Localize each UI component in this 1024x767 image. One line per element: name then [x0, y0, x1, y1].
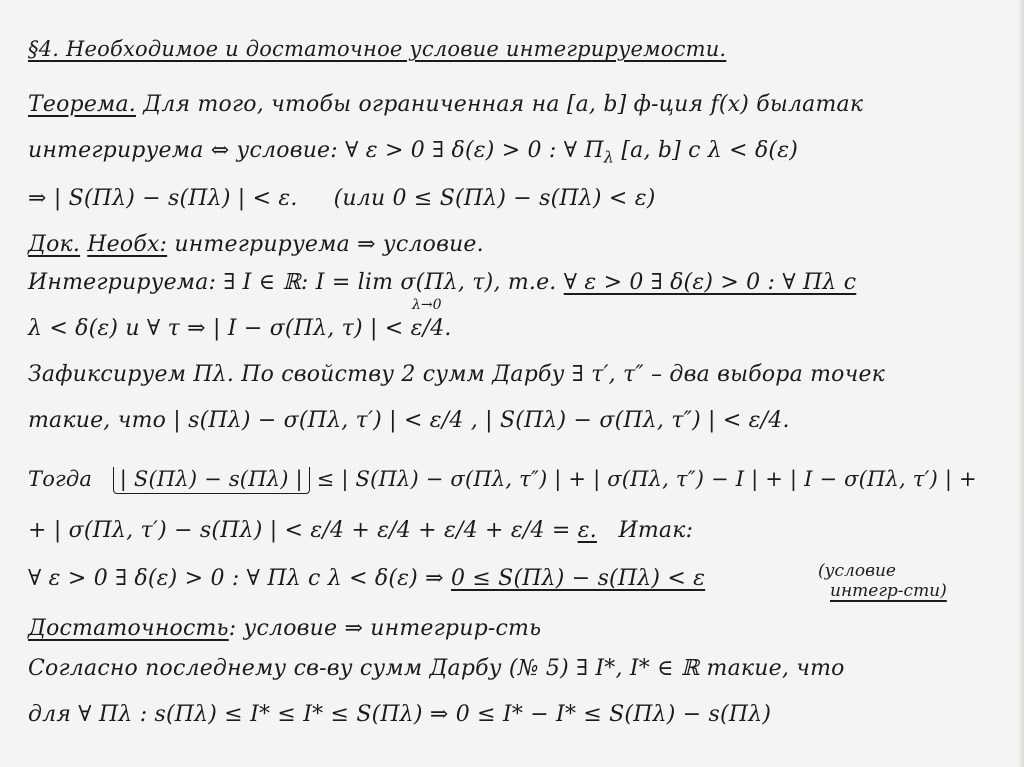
section-title: §4. Необходимое и достаточное условие интегрируемости. — [28, 37, 727, 61]
page-edge-shadow — [1018, 0, 1024, 767]
proof-label: Док. — [28, 232, 81, 257]
theorem-line-2: интегрируема ⇔ условие: ∀ ε > 0 ∃ δ(ε) > 0 : ∀ $\Pi_\lambda$ [a, b] с λ < δ(ε) — [28, 138, 798, 167]
then-label: Тогда — [28, 467, 93, 491]
proof-line-8: ∀ ε > 0 ∃ δ(ε) > 0 : ∀ Πλ с λ < δ(ε) ⇒ 0 ≤ S(Πλ) − s(Πλ) < ε — [28, 566, 706, 591]
necessity-label: Необх: — [87, 232, 168, 257]
proof-line-2: Интегрируема: ∃ I ∈ ℝ: I = lim σ(Πλ, τ), т.е. ∀ ε > 0 ∃ δ(ε) > 0 : ∀ Πλ с — [28, 270, 857, 295]
proof-line-1: Док. Необх: интегрируема ⇒ условие. — [28, 232, 484, 257]
theorem-label: Теорема. — [28, 92, 136, 117]
proof-line-7: + | σ(Πλ, τ′) − s(Πλ) | < ε/4 + ε/4 + ε/4 + ε/4 = ε. Итак: — [28, 518, 694, 543]
conclusion-inequality: 0 ≤ S(Πλ) − s(Πλ) < ε — [450, 566, 706, 591]
proof-line-5: такие, что | s(Πλ) − σ(Πλ, τ′) | < ε/4 , | S(Πλ) − σ(Πλ, τ″) | < ε/4. — [28, 408, 790, 433]
sufficiency-line-3: для ∀ Πλ : s(Πλ) ≤ I* ≤ I* ≤ S(Πλ) ⇒ 0 ≤ I* − I* ≤ S(Πλ) − s(Πλ) — [28, 702, 772, 727]
sufficiency-line-1: Достаточность: условие ⇒ интегрир-сть — [28, 616, 542, 641]
boxed-difference: | S(Πλ) − s(Πλ) | — [113, 467, 310, 494]
limit-subscript: λ→0 — [412, 297, 442, 313]
theorem-line-1: Теорема. Для того, чтобы ограниченная на [a, b] ф-ция f(x) былатак — [28, 92, 864, 117]
sufficiency-line-2: Согласно последнему св-ву сумм Дарбу (№ 5) ∃ I*, I* ∈ ℝ такие, что — [28, 656, 845, 681]
sufficiency-label: Достаточность — [28, 616, 229, 641]
epsilon-result: ε. — [577, 518, 597, 543]
note-integrability: интегр-сти) — [830, 581, 947, 601]
theorem-line-3: ⇒ | S(Πλ) − s(Πλ) | < ε. (или 0 ≤ S(Πλ) − s(Πλ) < ε) — [28, 186, 656, 211]
handwritten-notes — [28, 22, 988, 742]
proof-line-4: Зафиксируем Πλ. По свойству 2 сумм Дарбу ∃ τ′, τ″ – два выбора точек — [28, 362, 886, 387]
note-condition: (условие — [818, 561, 896, 581]
proof-line-3: λ < δ(ε) и ∀ τ ⇒ | I − σ(Πλ, τ) | < ε/4. — [28, 316, 452, 341]
proof-line-6: Тогда | S(Πλ) − s(Πλ) | ≤ | S(Πλ) − σ(Πλ, τ″) | + | σ(Πλ, τ″) − I | + | I − σ(Πλ, τ′) | + — [28, 462, 977, 496]
